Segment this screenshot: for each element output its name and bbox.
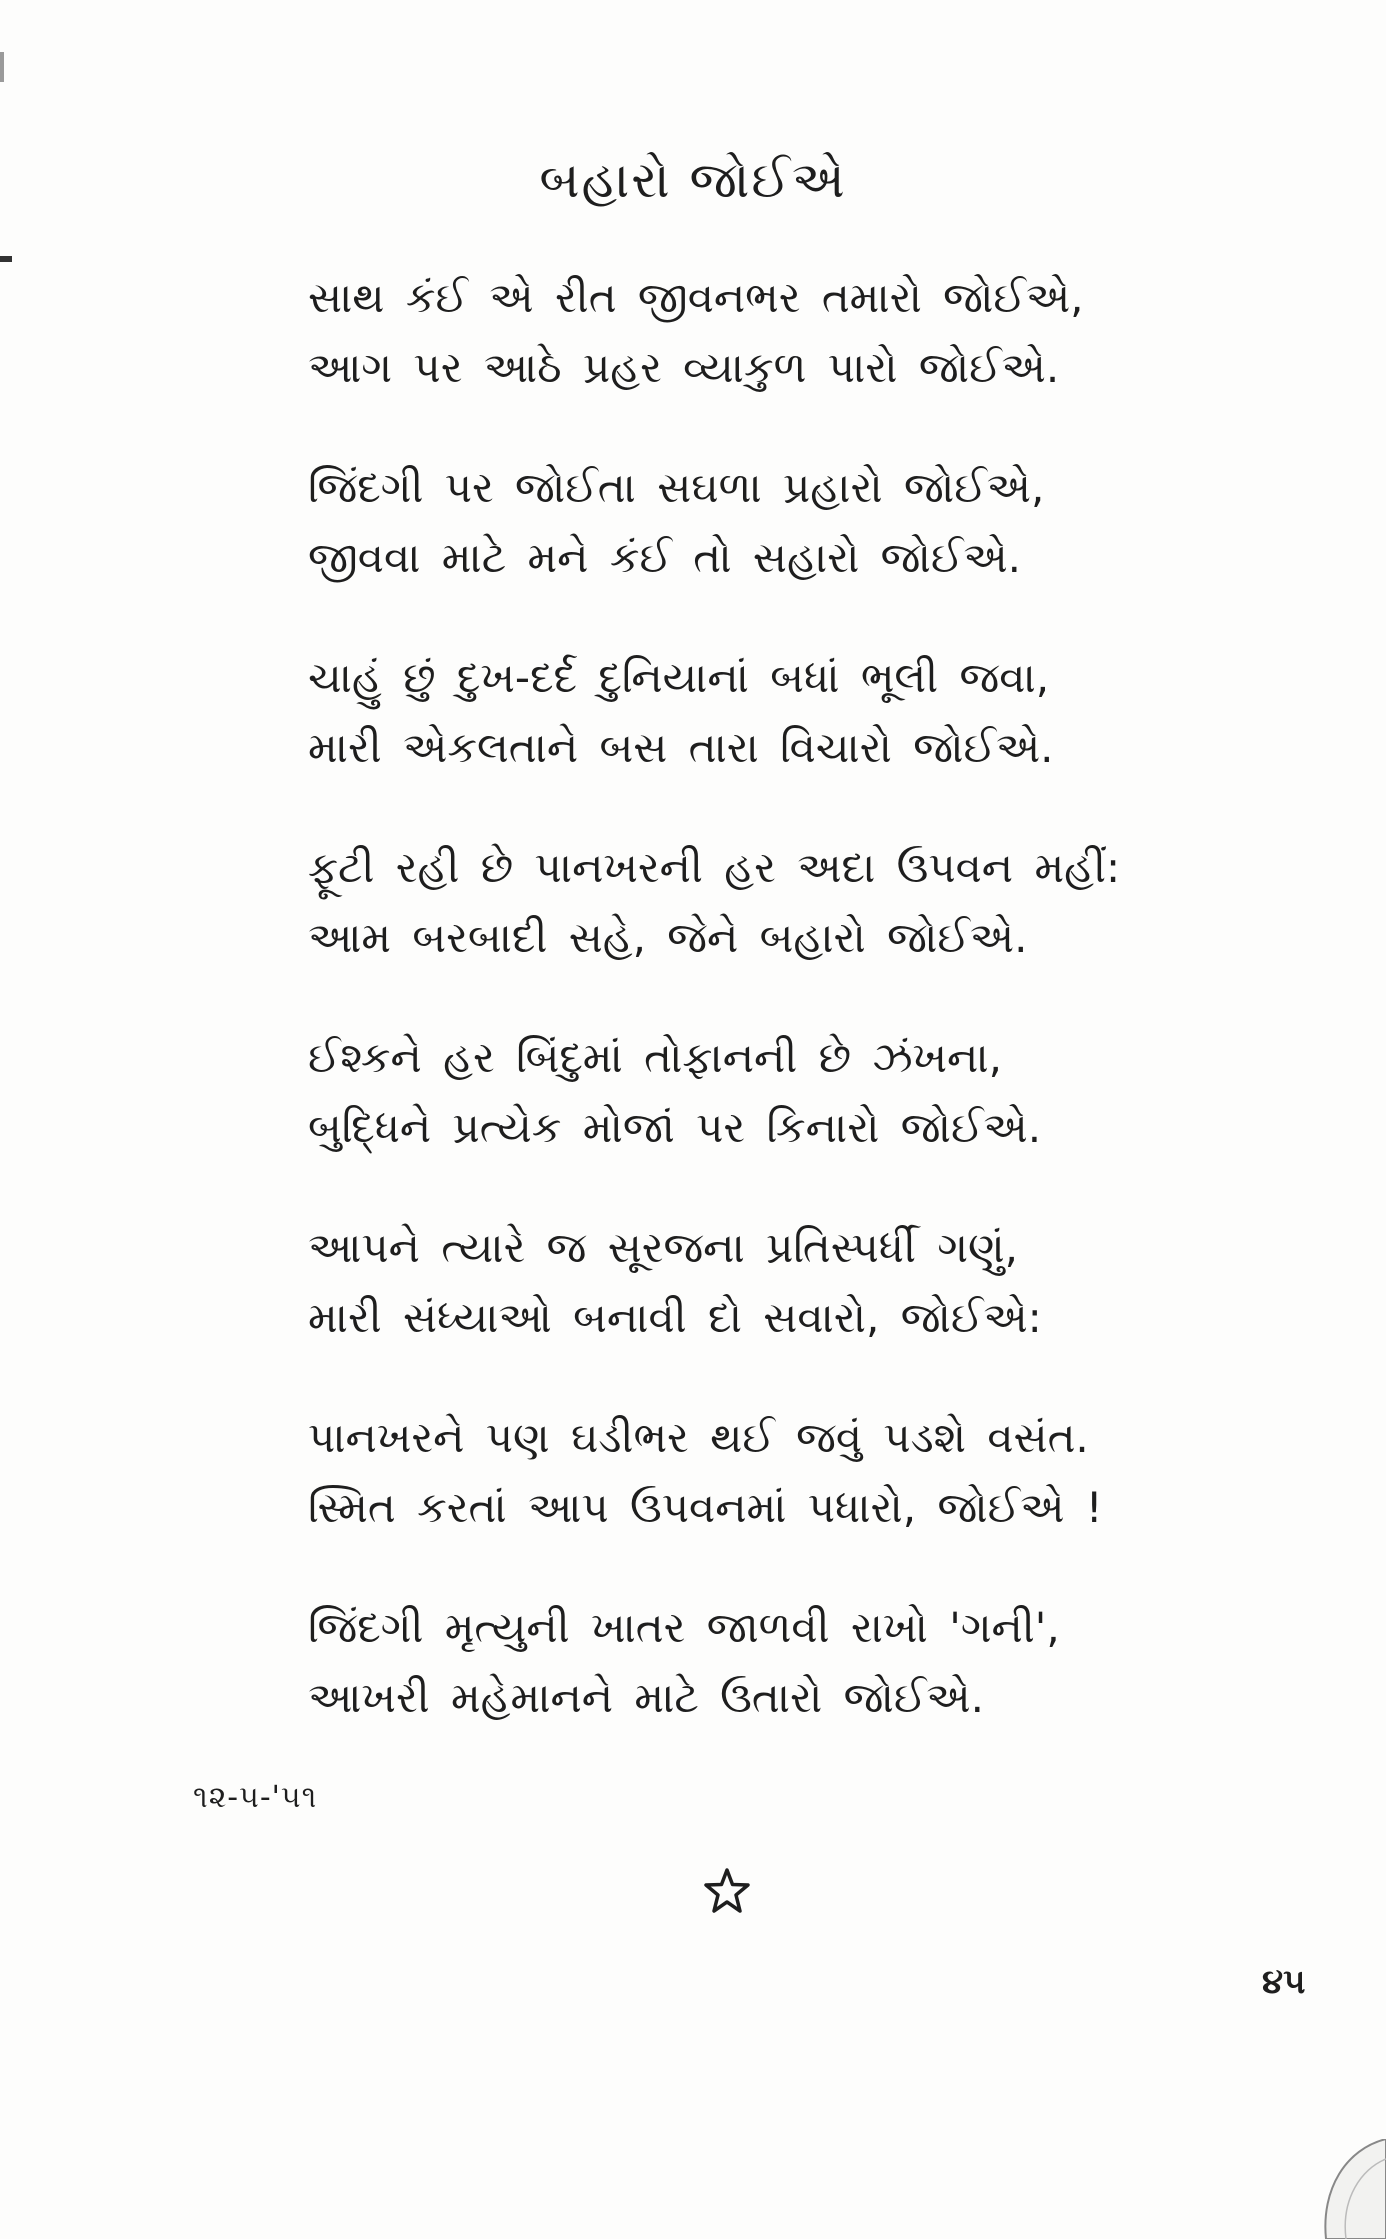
poem-line: આમ બરબાદી સહે, જેને બહારો જોઈએ. <box>308 913 1028 962</box>
poem-line: આગ પર આઠે પ્રહર વ્યાકુળ પારો જોઈએ. <box>308 343 1060 392</box>
page-curl <box>1306 2139 1386 2239</box>
poem-line: પાનખરને પણ ઘડીભર થઈ જવું પડશે વસંત. <box>308 1413 1089 1462</box>
stanza <box>308 833 1168 973</box>
page-number: ૪૫ <box>1262 1962 1306 2002</box>
poem-line: આખરી મહેમાનને માટે ઉતારો જોઈએ. <box>308 1673 984 1722</box>
poem-line: બુદ્ધિને પ્રત્યેક મોજાં પર કિનારો જોઈએ. <box>308 1103 1042 1152</box>
margin-mark <box>0 52 4 82</box>
stanza <box>308 1023 1168 1163</box>
stanza <box>308 643 1168 783</box>
poem-line: મારી એકલતાને બસ તારા વિચારો જોઈએ. <box>308 723 1054 772</box>
stanza <box>308 1213 1168 1353</box>
poem-line: જિંદગી મૃત્યુની ખાતર જાળવી રાખો 'ગની', <box>308 1603 1060 1652</box>
stanza <box>308 263 1168 403</box>
poem-line: ચાહું છું દુખ-દર્દ દુનિયાનાં બધાં ભૂલી જવા, <box>308 653 1050 702</box>
poem-line: જિંદગી પર જોઈતા સઘળા પ્રહારો જોઈએ, <box>308 463 1045 512</box>
poem-body <box>308 263 1168 1783</box>
star-icon <box>702 1866 752 1916</box>
poem-line: સાથ કંઈ એ રીત જીવનભર તમારો જોઈએ, <box>308 273 1084 322</box>
stanza <box>308 453 1168 593</box>
poem-line: ફૂટી રહી છે પાનખરની હર અદા ઉપવન મહીં: <box>308 843 1121 892</box>
stanza <box>308 1403 1168 1543</box>
poem-date: ૧૨-૫-'૫૧ <box>193 1780 318 1815</box>
poem-line: મારી સંધ્યાઓ બનાવી દો સવારો, જોઈએ: <box>308 1293 1042 1342</box>
stanza <box>308 1593 1168 1733</box>
poem-title: બહારો જોઈએ <box>539 151 847 209</box>
poem-line: આપને ત્યારે જ સૂરજના પ્રતિસ્પર્ધી ગણું, <box>308 1223 1018 1272</box>
poem-line: સ્મિત કરતાં આપ ઉપવનમાં પધારો, જોઈએ ! <box>308 1483 1103 1532</box>
margin-mark <box>0 256 12 262</box>
poem-line: જીવવા માટે મને કંઈ તો સહારો જોઈએ. <box>308 533 1021 582</box>
poem-line: ઈશ્કને હર બિંદુમાં તોફાનની છે ઝંખના, <box>308 1033 1002 1082</box>
